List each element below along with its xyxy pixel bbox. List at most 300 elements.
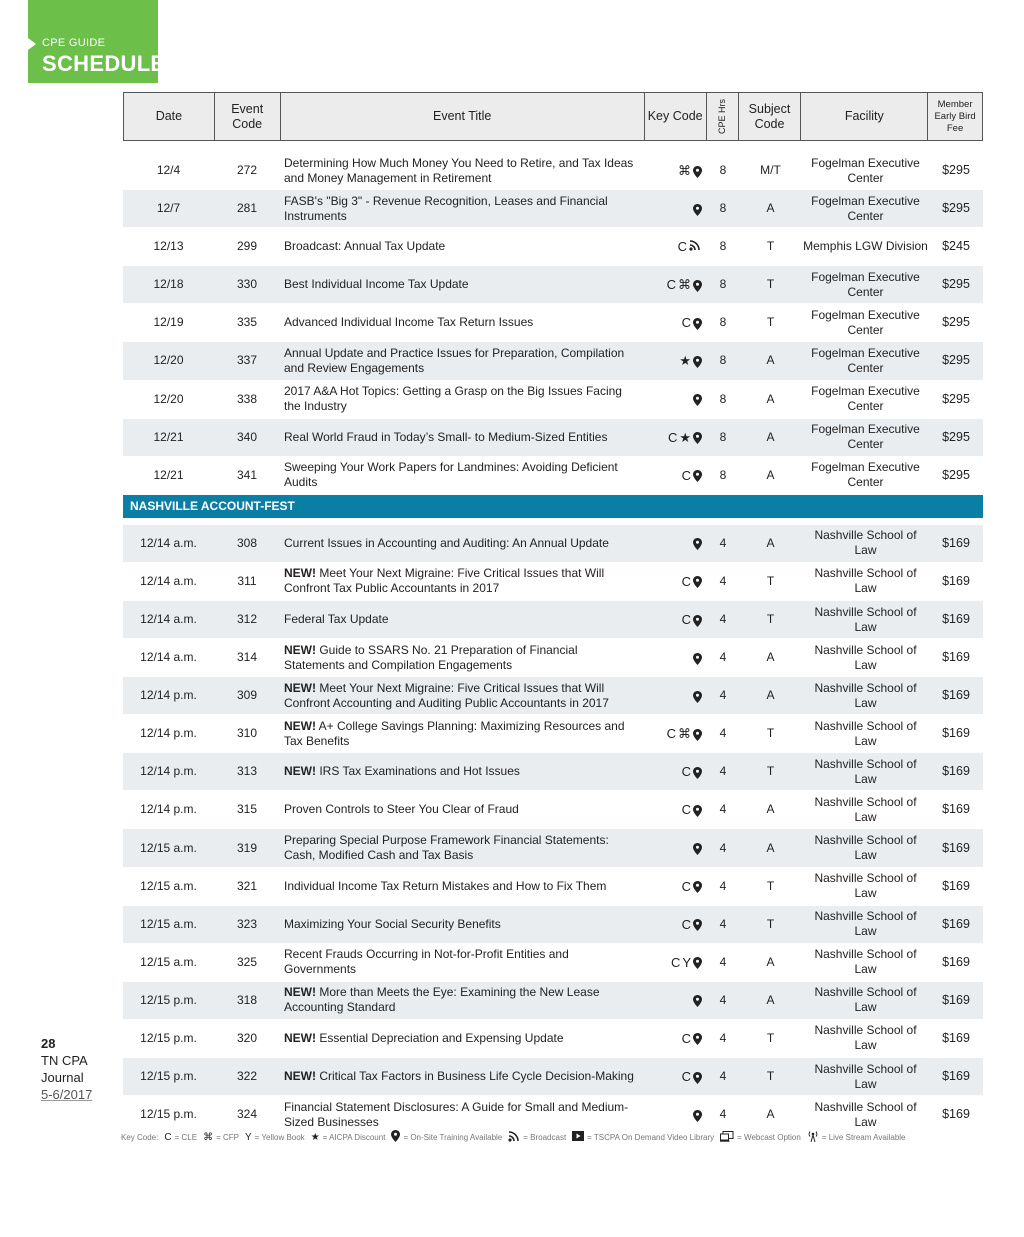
legend-item	[720, 1131, 801, 1145]
event-code: 313	[236, 764, 258, 779]
event-code: 315	[236, 802, 258, 817]
event-title	[280, 228, 645, 265]
map-pin-icon	[693, 204, 701, 214]
event-title-label: Best Individual Income Tax Update	[284, 277, 469, 292]
table-header	[123, 92, 983, 141]
event-title-text	[284, 460, 639, 490]
event-title	[280, 525, 645, 562]
fee: $295	[942, 201, 970, 216]
legend-label: Key Code:	[121, 1133, 159, 1142]
event-title-label: Financial Statement Disclosures: A Guide for Small and Medium-Sized Businesses	[284, 1099, 629, 1129]
event-title-label: Recent Frauds Occurring in Not-for-Profit Entities and Governments	[284, 947, 569, 977]
key-codes	[645, 563, 707, 600]
key-codes	[645, 342, 707, 379]
legend-item	[311, 1132, 386, 1143]
cpe-hours: 8	[719, 467, 727, 482]
header-facility: Facility	[801, 93, 928, 140]
key-codes	[645, 457, 707, 494]
cle-code: C	[670, 954, 681, 970]
broadcast-icon	[689, 239, 701, 254]
subject-code: T	[766, 239, 775, 254]
table-row	[123, 419, 983, 456]
event-title-label: FASB's "Big 3" - Revenue Recognition, Leases and Financial Instruments	[284, 193, 608, 223]
event-title	[280, 1058, 645, 1095]
webcast-icon	[720, 1131, 734, 1145]
event-title-label: Meet Your Next Migraine: Five Critical Issues that Will Confront Accounting and Auditing Public Accountants in 2017	[284, 680, 609, 710]
cle-code: C	[681, 1030, 691, 1046]
fee: $169	[942, 802, 970, 817]
new-badge: NEW!	[284, 718, 316, 733]
table-row	[123, 1058, 983, 1095]
cfp-icon: ⌘	[678, 726, 691, 742]
subject-code: T	[766, 1069, 775, 1083]
header-fee: Member Early Bird Fee	[934, 98, 976, 134]
map-pin-icon	[693, 881, 701, 891]
event-title-label: Real World Fraud in Today’s Small- to Medium-Sized Entities	[284, 429, 608, 444]
subject-code: A	[766, 1107, 775, 1122]
cle-code: C	[666, 726, 676, 742]
cpe-hours: 4	[719, 840, 727, 855]
event-title-label: Federal Tax Update	[284, 612, 389, 627]
table-row	[123, 380, 983, 417]
table-row	[123, 982, 983, 1019]
legend-text: = AICPA Discount	[322, 1133, 386, 1142]
cle-code: C	[677, 239, 687, 255]
event-title-text	[284, 802, 519, 817]
map-pin-icon	[693, 280, 701, 290]
event-title	[280, 457, 645, 494]
section-header: NASHVILLE ACCOUNT-FEST	[123, 495, 983, 518]
subject-code: T	[766, 764, 775, 779]
event-code: 337	[236, 353, 258, 368]
fee: $169	[942, 954, 970, 969]
cle-code: C	[666, 277, 676, 293]
new-badge: NEW!	[284, 985, 316, 1000]
event-date: 12/15 p.m.	[140, 1030, 197, 1045]
key-codes	[645, 419, 707, 456]
subject-code: A	[766, 688, 775, 703]
key-codes	[645, 1096, 707, 1133]
new-badge: NEW!	[284, 1030, 316, 1045]
event-date: 12/15 p.m.	[140, 992, 197, 1007]
cpe-hours: 8	[719, 391, 727, 406]
map-pin-icon	[693, 356, 701, 366]
cfp-icon: ⌘	[678, 277, 691, 293]
cle-code: C	[681, 467, 691, 483]
table-row	[123, 944, 983, 981]
event-date: 12/14 p.m.	[140, 726, 197, 741]
event-title	[280, 906, 645, 943]
fee: $245	[942, 239, 970, 254]
key-codes	[645, 1020, 707, 1057]
key-codes	[645, 380, 707, 417]
key-code-legend	[121, 1130, 906, 1145]
event-date: 12/20	[153, 391, 184, 406]
facility: Nashville School of Law	[814, 1023, 917, 1053]
map-pin-icon	[391, 1130, 400, 1145]
facility: Nashville School of Law	[814, 909, 917, 939]
facility: Fogelman Executive Center	[811, 384, 920, 414]
event-title-text	[284, 681, 639, 711]
table-row	[123, 829, 983, 866]
event-title	[280, 563, 645, 600]
facility: Nashville School of Law	[814, 604, 917, 634]
facility: Fogelman Executive Center	[811, 269, 920, 299]
event-date: 12/14 a.m.	[140, 535, 197, 550]
subject-code: T	[766, 916, 775, 931]
map-pin-icon	[693, 615, 701, 625]
subject-code: T	[766, 878, 775, 893]
event-title	[280, 304, 645, 341]
event-code: 311	[237, 573, 257, 588]
map-pin-icon	[693, 1110, 701, 1120]
key-codes	[645, 190, 707, 227]
subject-code: A	[766, 467, 775, 482]
subject-code: A	[766, 391, 775, 406]
header-key-code: Key Code	[645, 93, 707, 140]
header-date: Date	[124, 93, 215, 140]
event-title	[280, 715, 645, 752]
key-codes	[645, 304, 707, 341]
key-codes	[645, 982, 707, 1019]
table-row	[123, 190, 983, 227]
event-date: 12/15 a.m.	[140, 916, 197, 931]
cpe-hours: 4	[719, 878, 727, 893]
badge-title: SCHEDULE	[42, 51, 166, 76]
key-codes	[645, 525, 707, 562]
event-code: 325	[236, 954, 258, 969]
event-date: 12/7	[156, 201, 181, 216]
new-badge: NEW!	[284, 566, 316, 581]
key-codes	[645, 1058, 707, 1095]
facility: Nashville School of Law	[814, 794, 917, 824]
facility: Fogelman Executive Center	[811, 345, 920, 375]
event-title	[280, 639, 645, 676]
table-row	[123, 342, 983, 379]
cpe-hours: 4	[719, 726, 727, 741]
star-icon: ★	[679, 429, 691, 445]
event-date: 12/15 p.m.	[140, 1069, 197, 1083]
event-code: 281	[236, 201, 258, 216]
cpe-hours: 8	[719, 429, 727, 444]
new-badge: NEW!	[284, 642, 316, 657]
event-date: 12/14 a.m.	[140, 612, 197, 627]
facility: Memphis LGW Division	[803, 239, 928, 254]
event-title-label: IRS Tax Examinations and Hot Issues	[319, 764, 520, 779]
event-date: 12/19	[153, 315, 184, 330]
facility: Nashville School of Law	[814, 947, 917, 977]
event-code: 320	[236, 1030, 258, 1045]
new-badge: NEW!	[284, 1069, 316, 1083]
event-title	[280, 419, 645, 456]
key-codes	[645, 753, 707, 790]
cpe-hours: 8	[719, 277, 727, 292]
subject-code: A	[766, 429, 775, 444]
event-title	[280, 1020, 645, 1057]
event-title	[280, 791, 645, 828]
event-title-text	[284, 947, 639, 977]
event-title-label: Broadcast: Annual Tax Update	[284, 239, 446, 254]
event-title	[280, 829, 645, 866]
table-row	[123, 1020, 983, 1057]
event-title-text	[284, 346, 639, 376]
event-code: 322	[236, 1069, 258, 1083]
table-row	[123, 1096, 983, 1133]
subject-code: T	[766, 726, 775, 741]
event-title-text	[284, 985, 639, 1015]
facility: Fogelman Executive Center	[811, 307, 920, 337]
legend-symbol: Y	[244, 1132, 252, 1143]
event-title-text	[284, 879, 606, 894]
video-icon	[572, 1131, 584, 1144]
fee: $169	[942, 726, 970, 741]
map-pin-icon	[693, 318, 701, 328]
live-stream-icon	[807, 1130, 819, 1145]
map-pin-icon	[693, 805, 701, 815]
event-title-label: A+ College Savings Planning: Maximizing Resources and Tax Benefits	[284, 718, 625, 748]
subject-code: A	[766, 535, 775, 550]
event-title	[280, 601, 645, 638]
event-code: 324	[236, 1107, 258, 1122]
cpe-hours: 4	[719, 764, 727, 779]
legend-text: = Yellow Book	[254, 1133, 305, 1142]
table-row	[123, 152, 983, 189]
facility: Nashville School of Law	[814, 528, 917, 558]
event-title	[280, 1096, 645, 1133]
event-title	[280, 190, 645, 227]
map-pin-icon	[693, 729, 701, 739]
subject-code: A	[766, 992, 775, 1007]
event-title-text	[284, 315, 533, 330]
table-row	[123, 791, 983, 828]
event-code: 272	[236, 163, 258, 178]
facility: Nashville School of Law	[814, 1099, 917, 1129]
fee: $295	[942, 315, 970, 330]
event-code: 319	[236, 840, 258, 855]
event-title-text	[284, 384, 639, 414]
event-title-text	[284, 1069, 634, 1084]
table-row	[123, 525, 983, 562]
event-title-text	[284, 277, 469, 292]
new-badge: NEW!	[284, 764, 316, 779]
arrow-icon	[28, 38, 36, 50]
fee: $295	[942, 353, 970, 368]
cpe-hours: 8	[719, 353, 727, 368]
event-title-text	[284, 430, 607, 445]
subject-code: T	[766, 315, 775, 330]
event-code: 323	[236, 916, 258, 931]
table-row	[123, 457, 983, 494]
fee: $169	[942, 1107, 970, 1122]
facility: Nashville School of Law	[814, 985, 917, 1015]
legend-text: = On-Site Training Available	[403, 1133, 503, 1142]
page-number: 28	[41, 1036, 56, 1051]
event-code: 330	[236, 277, 258, 292]
event-code: 335	[236, 315, 258, 330]
event-title-text	[284, 566, 639, 596]
facility: Nashville School of Law	[814, 756, 917, 786]
table-row	[123, 677, 983, 714]
star-icon: ★	[310, 1132, 320, 1143]
event-title-label: Proven Controls to Steer You Clear of Fraud	[284, 802, 519, 817]
event-title-text	[284, 239, 445, 254]
cpe-hours: 4	[719, 954, 727, 969]
subject-code: A	[766, 954, 775, 969]
key-codes	[645, 677, 707, 714]
event-date: 12/14 p.m.	[140, 688, 197, 703]
event-title-label: Maximizing Your Social Security Benefits	[284, 916, 501, 931]
broadcast-icon	[508, 1131, 520, 1145]
cpe-hours: 4	[719, 1107, 727, 1122]
event-title-label: Determining How Much Money You Need to Retire, and Tax Ideas and Money Management in Retirement	[284, 155, 634, 185]
header-event-title: Event Title	[281, 93, 645, 140]
event-date: 12/15 a.m.	[140, 954, 197, 969]
event-date: 12/21	[153, 467, 184, 482]
event-date: 12/14 a.m.	[140, 650, 197, 665]
event-date: 12/13	[153, 239, 184, 254]
header-subject-code: Subject Code	[739, 93, 802, 140]
legend-item	[203, 1132, 239, 1143]
legend-text: = CLE	[174, 1133, 198, 1142]
header-cpe-hrs: CPE Hrs	[707, 93, 739, 140]
event-title-text	[284, 156, 639, 186]
fee: $169	[942, 878, 970, 893]
fee: $295	[942, 163, 970, 178]
facility: Nashville School of Law	[814, 718, 917, 748]
fee: $169	[942, 916, 970, 931]
event-title	[280, 152, 645, 189]
key-codes	[645, 152, 707, 189]
cle-code: C	[681, 1069, 691, 1084]
subject-code: A	[766, 650, 775, 665]
map-pin-icon	[693, 432, 701, 442]
table-row	[123, 563, 983, 600]
event-title-label: Meet Your Next Migraine: Five Critical Issues that Will Confront Tax Public Accountants in 2017	[284, 566, 605, 596]
key-codes	[645, 228, 707, 265]
map-pin-icon	[693, 843, 701, 853]
event-code: 309	[236, 688, 258, 703]
cpe-hours: 8	[719, 201, 727, 216]
fee: $169	[942, 1069, 970, 1083]
fee: $169	[942, 840, 970, 855]
event-title-text	[284, 1100, 639, 1130]
cle-code: C	[681, 802, 691, 818]
header-event-code: Event Code	[215, 93, 281, 140]
event-title-label: Annual Update and Practice Issues for Preparation, Compilation and Review Engagements	[284, 345, 625, 375]
map-pin-icon	[693, 919, 701, 929]
table-row	[123, 601, 983, 638]
event-title-label: Advanced Individual Income Tax Return Issues	[284, 315, 534, 330]
event-date: 12/21	[153, 429, 184, 444]
facility: Fogelman Executive Center	[811, 460, 920, 490]
yellow-book-code: Y	[682, 954, 691, 970]
cpe-hours: 4	[719, 992, 727, 1007]
fee: $169	[942, 764, 970, 779]
fee: $295	[942, 467, 970, 482]
badge-subtitle: CPE GUIDE	[42, 37, 106, 49]
subject-code: A	[766, 201, 775, 216]
map-pin-icon	[693, 653, 701, 663]
cle-code: C	[681, 878, 691, 894]
event-title-label: 2017 A&A Hot Topics: Getting a Grasp on the Big Issues Facing the Industry	[284, 384, 622, 414]
schedule-badge	[28, 0, 166, 83]
journal-name-2: Journal	[41, 1070, 84, 1085]
key-codes	[645, 906, 707, 943]
key-codes	[645, 601, 707, 638]
facility: Fogelman Executive Center	[811, 155, 920, 185]
page-info	[41, 1035, 92, 1103]
event-title-label: Essential Depreciation and Expensing Update	[319, 1030, 564, 1045]
table-row	[123, 639, 983, 676]
facility: Fogelman Executive Center	[811, 422, 920, 452]
event-code: 341	[236, 467, 258, 482]
event-title-text	[284, 194, 639, 224]
event-code: 314	[236, 650, 258, 665]
event-title-label: Current Issues in Accounting and Auditing: An Annual Update	[284, 535, 609, 550]
event-title-text	[284, 536, 609, 551]
cpe-hours: 4	[719, 1030, 727, 1045]
subject-code: A	[766, 353, 775, 368]
event-date: 12/14 a.m.	[140, 573, 197, 588]
map-pin-icon	[693, 767, 701, 777]
table-row	[123, 266, 983, 303]
subject-code: T	[766, 277, 775, 292]
event-title	[280, 868, 645, 905]
facility: Nashville School of Law	[814, 642, 917, 672]
journal-name-1: TN CPA	[41, 1053, 88, 1068]
event-title-label: More than Meets the Eye: Examining the New Lease Accounting Standard	[284, 985, 600, 1015]
table-row	[123, 753, 983, 790]
event-title	[280, 266, 645, 303]
event-date: 12/14 p.m.	[140, 802, 197, 817]
event-date: 12/20	[153, 353, 184, 368]
cle-code: C	[681, 764, 691, 780]
event-title-label: Guide to SSARS No. 21 Preparation of Financial Statements and Compilation Engagements	[284, 642, 578, 672]
cpe-hours: 4	[719, 916, 727, 931]
cpe-hours: 4	[719, 650, 727, 665]
schedule-table-body	[123, 152, 983, 1134]
cpe-hours: 4	[719, 535, 727, 550]
cpe-hours: 4	[719, 612, 727, 627]
map-pin-icon	[693, 691, 701, 701]
star-icon: ★	[679, 353, 691, 369]
cpe-hours: 8	[719, 239, 727, 254]
fee: $169	[942, 1030, 970, 1045]
table-row	[123, 228, 983, 265]
legend-item	[572, 1131, 714, 1144]
fee: $169	[942, 535, 970, 550]
legend-symbol: C	[164, 1132, 172, 1143]
event-code: 310	[236, 726, 258, 741]
key-codes	[645, 715, 707, 752]
cle-code: C	[667, 429, 678, 445]
event-date: 12/15 a.m.	[140, 840, 197, 855]
legend-text: = Broadcast	[523, 1133, 567, 1142]
cle-code: C	[681, 315, 691, 331]
map-pin-icon	[693, 1033, 701, 1043]
facility: Nashville School of Law	[814, 566, 917, 596]
event-title-text	[284, 833, 639, 863]
event-title	[280, 380, 645, 417]
subject-code: T	[766, 573, 775, 588]
legend-item	[807, 1130, 906, 1145]
event-date: 12/15 a.m.	[140, 878, 197, 893]
event-code: 308	[236, 535, 258, 550]
table-row	[123, 906, 983, 943]
table-row	[123, 868, 983, 905]
cfp-icon: ⌘	[203, 1132, 214, 1143]
legend-text: = CFP	[216, 1133, 239, 1142]
